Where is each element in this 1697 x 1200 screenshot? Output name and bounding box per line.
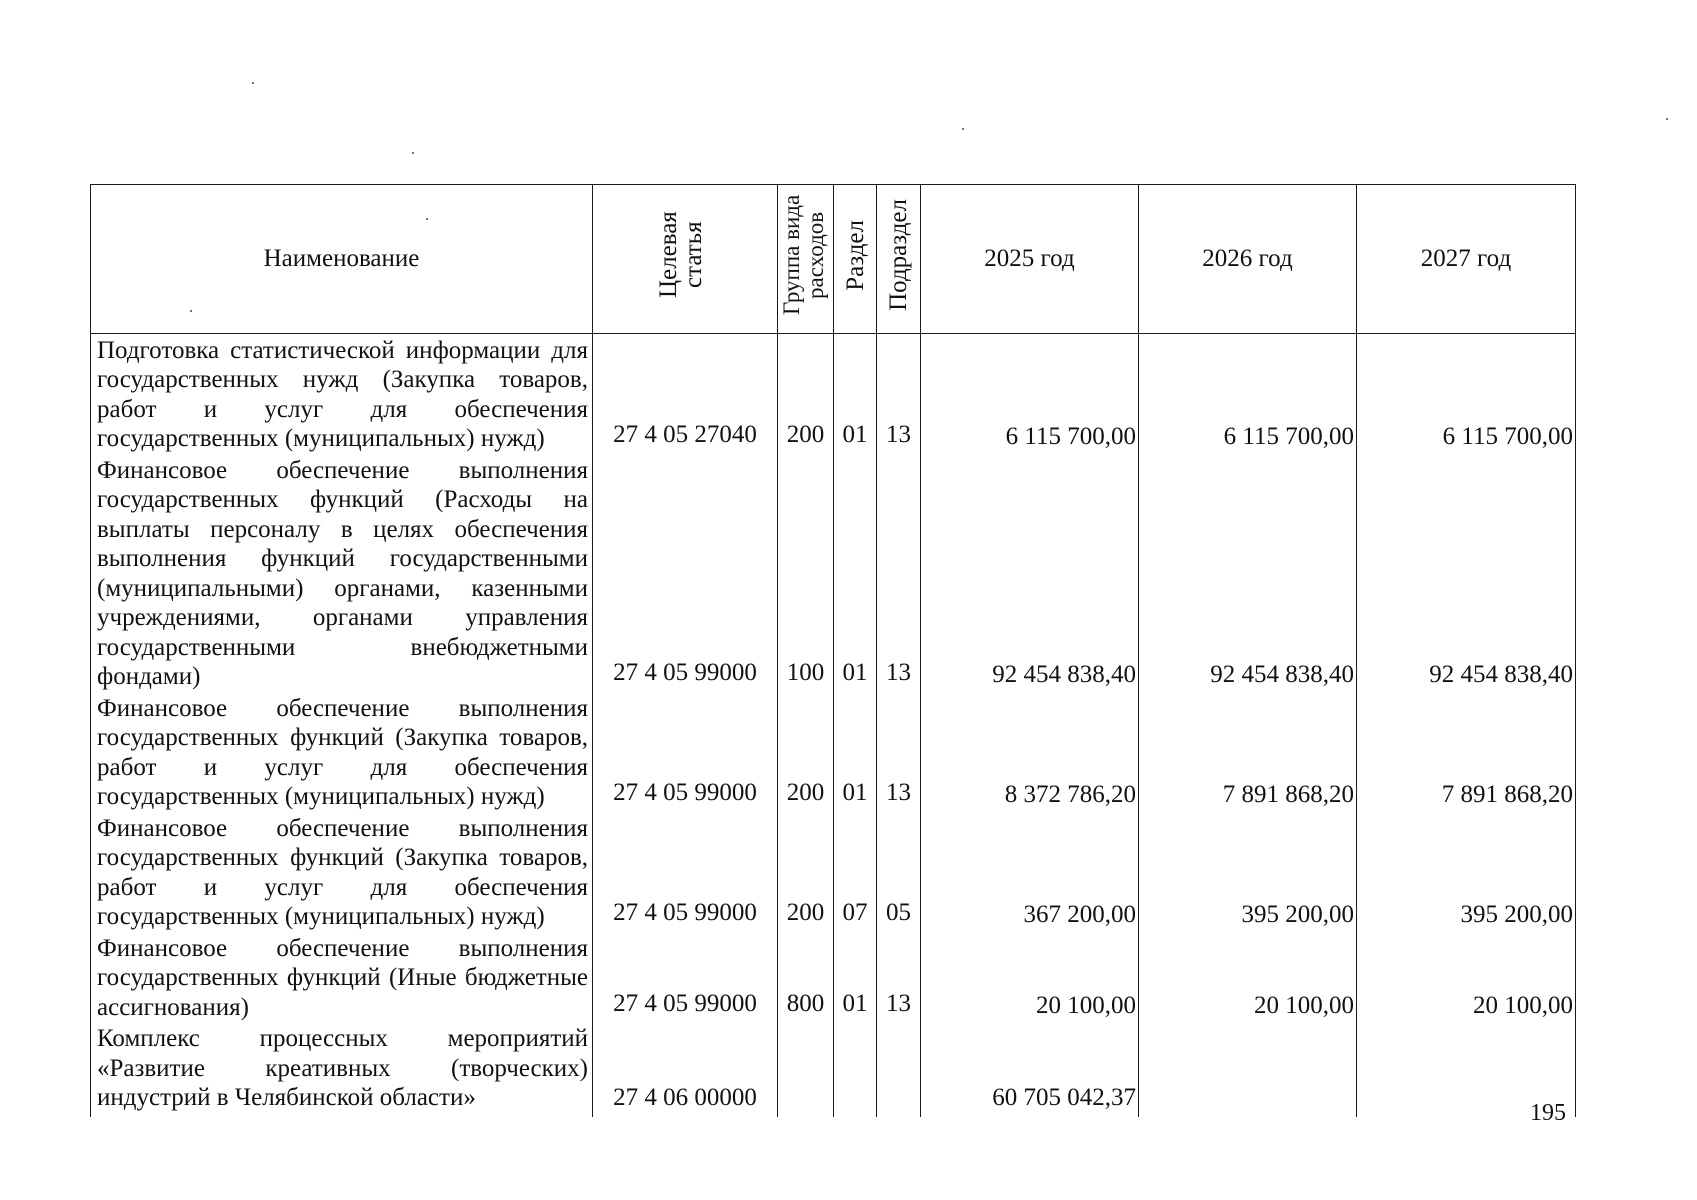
row-amount-2025: 6 115 700,00 [921, 333, 1139, 454]
row-subsection: 13 [877, 333, 921, 454]
row-subsection: 13 [877, 692, 921, 812]
row-name: Финансовое обеспечение выполнения государственных функций (Закупка товаров, работ и услуг для обеспечения государственных (муниципальных) нужд) [91, 812, 593, 932]
scan-speck [252, 82, 254, 84]
row-amount-2025: 367 200,00 [921, 812, 1139, 932]
row-amount-2026: 6 115 700,00 [1139, 333, 1357, 454]
row-expense-group: 200 [778, 692, 834, 812]
row-section: 01 [834, 932, 877, 1023]
row-expense-group [778, 1022, 834, 1117]
header-year-2027: 2027 год [1357, 185, 1576, 334]
scan-speck [190, 310, 192, 312]
header-name: Наименование [91, 185, 593, 334]
row-amount-2026 [1139, 1022, 1357, 1117]
row-amount-2027: 395 200,00 [1357, 812, 1576, 932]
table-row [91, 1022, 1576, 1117]
row-amount-2027: 20 100,00 [1357, 932, 1576, 1023]
row-subsection: 13 [877, 454, 921, 692]
row-target-article: 27 4 05 99000 [593, 812, 778, 932]
table-row [91, 812, 1576, 932]
row-amount-2027: 6 115 700,00 [1357, 333, 1576, 454]
header-subsection: Подраздел [877, 185, 921, 334]
row-amount-2025: 8 372 786,20 [921, 692, 1139, 812]
row-amount-2026: 7 891 868,20 [1139, 692, 1357, 812]
row-amount-2027: 7 891 868,20 [1357, 692, 1576, 812]
header-year-2026: 2026 год [1139, 185, 1357, 334]
header-target-article: Целевая статья [593, 185, 778, 334]
table-body [91, 333, 1576, 1117]
row-expense-group: 100 [778, 454, 834, 692]
page-number: 195 [1530, 1100, 1566, 1126]
row-target-article: 27 4 05 99000 [593, 454, 778, 692]
row-target-article: 27 4 05 99000 [593, 932, 778, 1023]
row-expense-group: 800 [778, 932, 834, 1023]
row-amount-2025: 20 100,00 [921, 932, 1139, 1023]
row-name: Финансовое обеспечение выполнения государственных функций (Закупка товаров, работ и услуг для обеспечения государственных (муниципальных) нужд) [91, 692, 593, 812]
scan-speck [1666, 118, 1668, 120]
row-name: Финансовое обеспечение выполнения государственных функций (Расходы на выплаты персоналу в целях обеспечения выполнения функций государственными (муниципальными) органами, казенными учреждениями, органами управления государственными внебюджетными фондами) [91, 454, 593, 692]
row-amount-2025: 92 454 838,40 [921, 454, 1139, 692]
row-target-article: 27 4 05 99000 [593, 692, 778, 812]
table-header [91, 185, 1576, 334]
header-year-2025: 2025 год [921, 185, 1139, 334]
row-name: Подготовка статистической информации для государственных нужд (Закупка товаров, работ и услуг для обеспечения государственных (муниципальных) нужд) [91, 333, 593, 454]
row-target-article: 27 4 05 27040 [593, 333, 778, 454]
scan-speck [962, 128, 964, 130]
row-amount-2026: 92 454 838,40 [1139, 454, 1357, 692]
table-row [91, 692, 1576, 812]
row-subsection: 05 [877, 812, 921, 932]
header-section: Раздел [834, 185, 877, 334]
row-section: 01 [834, 454, 877, 692]
row-name: Комплекс процессных мероприятий «Развитие креативных (творческих) индустрий в Челябинской области» [91, 1022, 593, 1117]
row-section: 01 [834, 692, 877, 812]
header-expense-group: Группа вида расходов [778, 185, 834, 334]
header-row [91, 185, 1576, 334]
row-target-article: 27 4 06 00000 [593, 1022, 778, 1117]
table-row [91, 454, 1576, 692]
scan-speck [412, 152, 414, 154]
scan-speck [426, 218, 428, 220]
row-expense-group: 200 [778, 812, 834, 932]
table-row [91, 333, 1576, 454]
row-amount-2026: 20 100,00 [1139, 932, 1357, 1023]
table-row [91, 932, 1576, 1023]
row-amount-2025: 60 705 042,37 [921, 1022, 1139, 1117]
row-section [834, 1022, 877, 1117]
row-section: 01 [834, 333, 877, 454]
row-amount-2026: 395 200,00 [1139, 812, 1357, 932]
row-subsection [877, 1022, 921, 1117]
budget-table [90, 184, 1576, 1117]
row-name: Финансовое обеспечение выполнения государственных функций (Иные бюджетные ассигнования) [91, 932, 593, 1023]
row-section: 07 [834, 812, 877, 932]
row-expense-group: 200 [778, 333, 834, 454]
row-amount-2027: 92 454 838,40 [1357, 454, 1576, 692]
row-subsection: 13 [877, 932, 921, 1023]
